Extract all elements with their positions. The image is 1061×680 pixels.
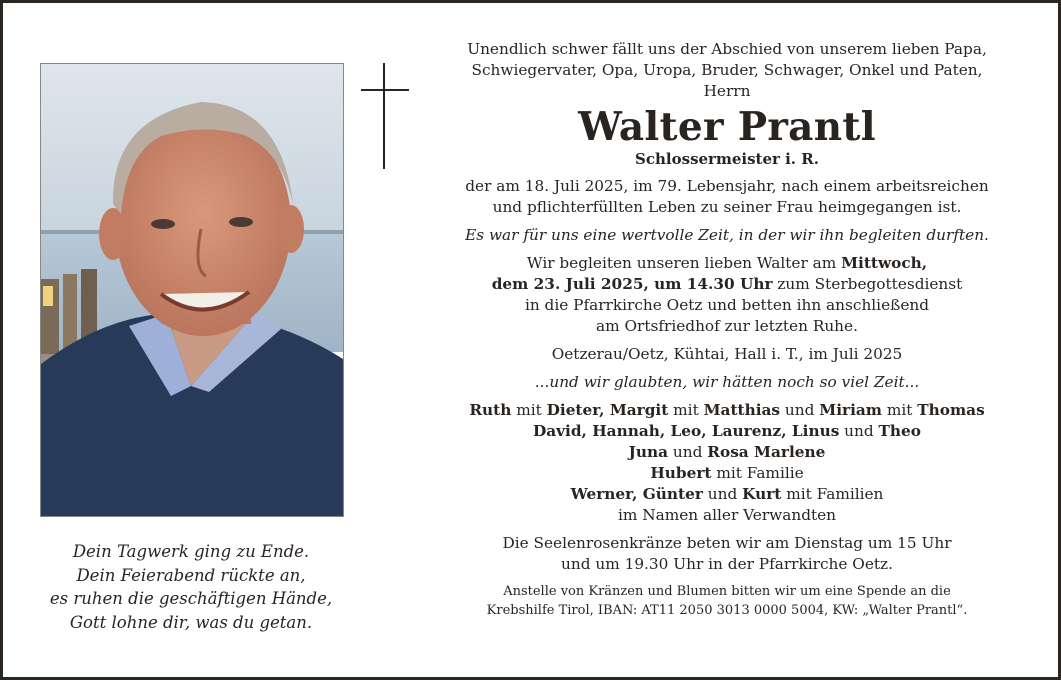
- intro-line: Herrn: [703, 82, 751, 100]
- donation-line: Anstelle von Kränzen und Blumen bitten wir um eine Spende an die: [503, 584, 951, 599]
- rosary-line: und um 19.30 Uhr in der Pfarrkirche Oetz.: [561, 555, 893, 573]
- family-conj: und: [702, 485, 743, 503]
- family-conj: mit Familien: [781, 485, 884, 503]
- family-name: Theo: [878, 422, 921, 440]
- family-line: [427, 484, 1027, 505]
- occupation: Schlossermeister i. R.: [635, 150, 819, 168]
- family-line: im Namen aller Verwandten: [617, 506, 837, 524]
- funeral-text: Wir begleiten unseren lieben Walter am: [526, 254, 842, 272]
- poem-line: Dein Feierabend rückte an,: [76, 565, 306, 585]
- poem-line: Gott lohne dir, was du getan.: [69, 612, 313, 632]
- place-date: Oetzerau/Oetz, Kühtai, Hall i. T., im Juli 2025: [551, 345, 903, 363]
- family-name: Rosa Marlene: [707, 443, 826, 461]
- family-name: Matthias: [703, 401, 781, 419]
- intro-line: Schwiegervater, Opa, Uropa, Bruder, Schwager, Onkel und Paten,: [471, 61, 983, 79]
- family-name: Werner, Günter: [570, 485, 703, 503]
- poem-line: es ruhen die geschäftigen Hände,: [49, 589, 333, 608]
- funeral-line: [427, 253, 1027, 274]
- rosary-line: Die Seelenrosenkränze beten wir am Dienstag um 15 Uhr: [502, 534, 952, 552]
- remembrance-line: Es war für uns eine wertvolle Zeit, in der wir ihn begleiten durften.: [465, 226, 989, 244]
- funeral-date: dem 23. Juli 2025, um 14.30 Uhr: [491, 275, 773, 293]
- family-line: [427, 400, 1027, 421]
- family-name: Ruth: [469, 401, 512, 419]
- family-name: Dieter, Margit: [546, 401, 669, 419]
- intro-line: Unendlich schwer fällt uns der Abschied von unserem lieben Papa,: [467, 40, 987, 58]
- funeral-line: in die Pfarrkirche Oetz und betten ihn anschließend: [524, 296, 930, 314]
- family-conj: mit Familie: [711, 464, 804, 482]
- funeral-text: zum Sterbegottesdienst: [772, 275, 963, 293]
- funeral-line: am Ortsfriedhof zur letzten Ruhe.: [596, 317, 858, 335]
- family-name: Hubert: [650, 464, 712, 482]
- family-name: David, Hannah, Leo, Laurenz, Linus: [532, 422, 840, 440]
- family-conj: und: [668, 443, 708, 461]
- family-line: [427, 442, 1027, 463]
- death-notice-line: der am 18. Juli 2025, im 79. Lebensjahr, nach einem arbeitsreichen: [465, 177, 989, 195]
- cross-icon: [361, 63, 409, 169]
- family-conj: und: [780, 401, 820, 419]
- notice-text: [427, 39, 1027, 620]
- family-line: [427, 463, 1027, 484]
- funeral-day: Mittwoch,: [841, 254, 928, 272]
- family-conj: und: [839, 422, 879, 440]
- family-conj: mit: [668, 401, 704, 419]
- donation-line: Krebshilfe Tirol, IBAN: AT11 2050 3013 0000 5004, KW: „Walter Prantl“.: [486, 603, 968, 618]
- family-name: Juna: [628, 443, 669, 461]
- quote: ...und wir glaubten, wir hätten noch so viel Zeit...: [534, 373, 920, 391]
- portrait-illustration: [41, 64, 343, 516]
- family-name: Miriam: [819, 401, 882, 419]
- portrait-photo: [40, 63, 344, 517]
- family-name: Kurt: [742, 485, 782, 503]
- poem: [23, 540, 359, 634]
- family-conj: mit: [511, 401, 547, 419]
- deceased-name: Walter Prantl: [578, 104, 876, 150]
- death-notice-line: und pflichterfüllten Leben zu seiner Frau heimgegangen ist.: [492, 198, 962, 216]
- family-line: [427, 421, 1027, 442]
- poem-line: Dein Tagwerk ging zu Ende.: [72, 542, 310, 561]
- family-conj: mit: [881, 401, 918, 419]
- funeral-line: [427, 274, 1027, 295]
- family-name: Thomas: [917, 401, 985, 419]
